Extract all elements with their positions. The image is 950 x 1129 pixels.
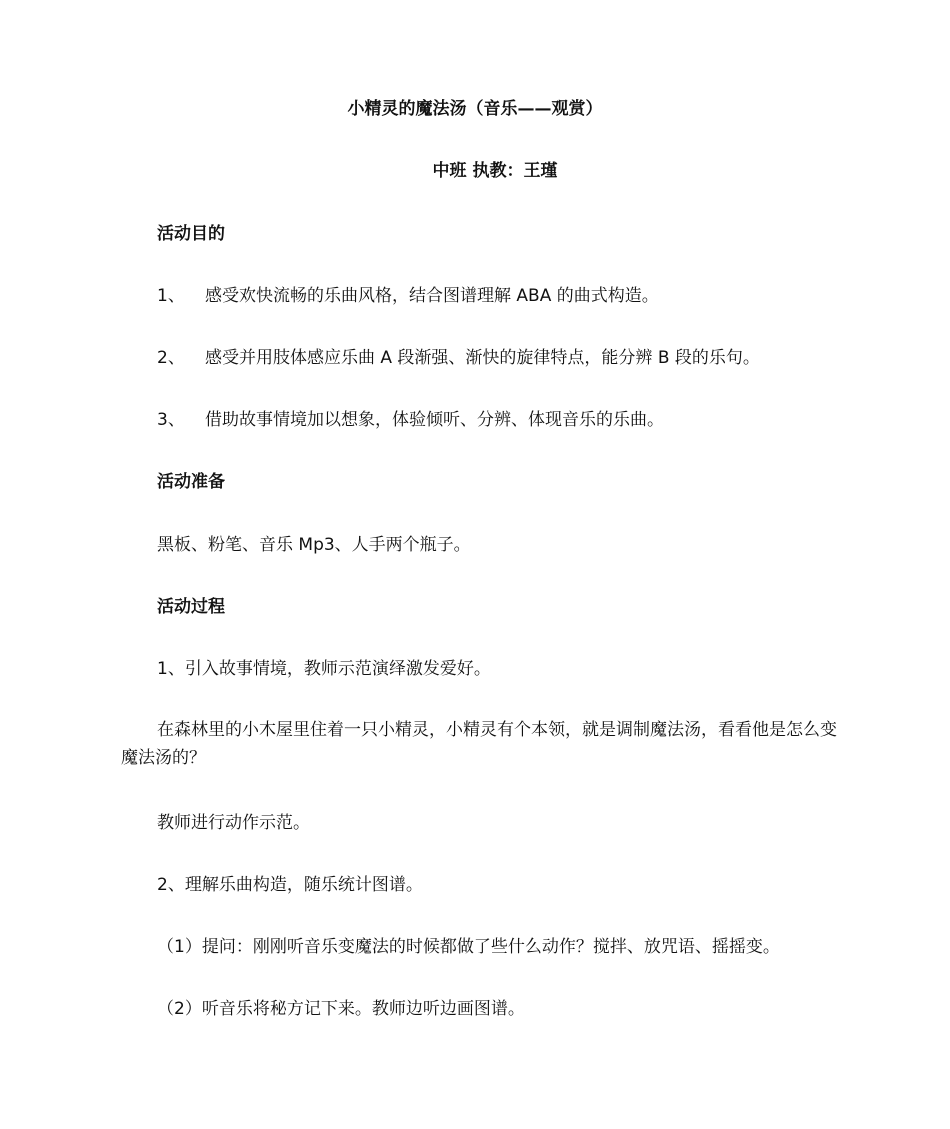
process-step-2: 2、理解乐曲构造，随乐统计图谱。 xyxy=(157,875,423,895)
goals-heading: 活动目的 xyxy=(157,224,225,244)
goal-text: 感受并用肢体感应乐曲 A 段渐强、渐快的旋律特点，能分辨 B 段的乐句。 xyxy=(205,348,760,368)
goal-item-3 xyxy=(157,408,664,432)
process-heading: 活动过程 xyxy=(157,597,225,617)
story-paragraph: 在森林里的小木屋里住着一只小精灵，小精灵有个本领，就是调制魔法汤，看看他是怎么变魔法汤的？ xyxy=(121,720,837,768)
goal-text: 感受欢快流畅的乐曲风格，结合图谱理解 ABA 的曲式构造。 xyxy=(205,286,659,306)
goal-item-2 xyxy=(157,346,760,370)
process-step-1: 1、引入故事情境，教师示范演绎激发爱好。 xyxy=(157,659,491,679)
prep-heading: 活动准备 xyxy=(157,472,225,492)
prep-text: 黑板、粉笔、音乐 Mp3、人手两个瓶子。 xyxy=(157,535,471,555)
goal-number: 2、 xyxy=(157,348,185,368)
document-subtitle: 中班 执教：王瑾 xyxy=(432,161,558,181)
goal-number: 3、 xyxy=(157,410,185,430)
document-title: 小精灵的魔法汤（音乐——观赏） xyxy=(347,99,603,119)
demo-text: 教师进行动作示范。 xyxy=(157,813,310,833)
question-1: （1）提问：刚刚听音乐变魔法的时候都做了些什么动作？搅拌、放咒语、摇摇变。 xyxy=(157,937,780,957)
goal-text: 借助故事情境加以想象，体验倾听、分辨、体现音乐的乐曲。 xyxy=(205,410,664,430)
question-2: （2）听音乐将秘方记下来。教师边听边画图谱。 xyxy=(157,999,525,1019)
goal-number: 1、 xyxy=(157,286,185,306)
goal-item-1 xyxy=(157,284,659,308)
